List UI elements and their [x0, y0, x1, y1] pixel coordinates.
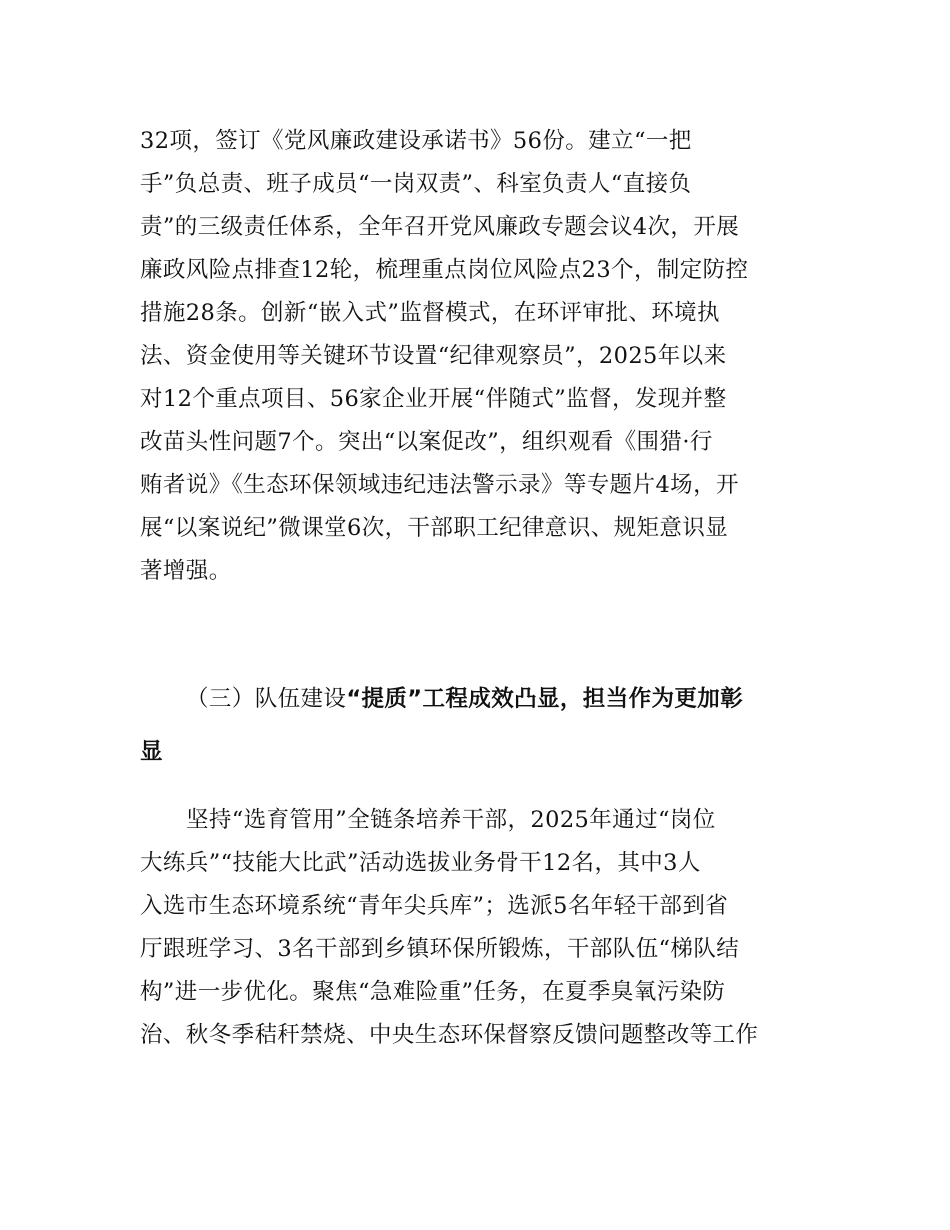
paragraph-line: 著增强。 [140, 558, 232, 584]
paragraph-line: 廉政风险点排查12轮，梳理重点岗位风险点23个，制定防控 [140, 257, 749, 283]
paragraph-line: 法、资金使用等关键环节设置“纪律观察员”，2025年以来 [140, 343, 727, 369]
paragraph-line: 坚持“选育管用”全链条培养干部，2025年通过“岗位 [186, 807, 716, 833]
paragraph-line: 手”负总责、班子成员“一岗双责”、科室负责人“直接负 [140, 171, 692, 197]
paragraph-line: 治、秋冬季秸秆禁烧、中央生态环保督察反馈问题整改等工作 [140, 1022, 759, 1048]
section-heading-prefix: （三）队伍建设 [186, 686, 347, 712]
section-heading-continuation: 显 [140, 739, 163, 765]
paragraph-line: 对12个重点项目、56家企业开展“伴随式”监督，发现并整 [140, 386, 727, 412]
paragraph-line: 厅跟班学习、3名干部到乡镇环保所锻炼，干部队伍“梯队结 [140, 936, 740, 962]
paragraph-line: 贿者说》《生态环保领域违纪违法警示录》等专题片4场，开 [140, 472, 739, 498]
paragraph-line: 入选市生态环境系统“青年尖兵库”；选派5名年轻干部到省 [140, 893, 729, 919]
section-heading [186, 684, 743, 714]
paragraph-line: 大练兵”“技能大比武”活动选拔业务骨干12名，其中3人 [140, 850, 701, 876]
paragraph-line: 32项，签订《党风廉政建设承诺书》56份。建立“一把 [140, 128, 692, 154]
section-heading-bold: “提质”工程成效凸显，担当作为更加彰 [346, 686, 744, 712]
paragraph-line: 构”进一步优化。聚焦“急难险重”任务，在夏季臭氧污染防 [140, 979, 726, 1005]
paragraph-line: 展“以案说纪”微课堂6次，干部职工纪律意识、规矩意识显 [140, 515, 729, 541]
paragraph-line: 改苗头性问题7个。突出“以案促改”，组织观看《围猎·行 [140, 429, 713, 455]
paragraph-line: 责”的三级责任体系，全年召开党风廉政专题会议4次，开展 [140, 214, 740, 240]
paragraph-line: 措施28条。创新“嵌入式”监督模式，在环评审批、环境执 [140, 300, 720, 326]
